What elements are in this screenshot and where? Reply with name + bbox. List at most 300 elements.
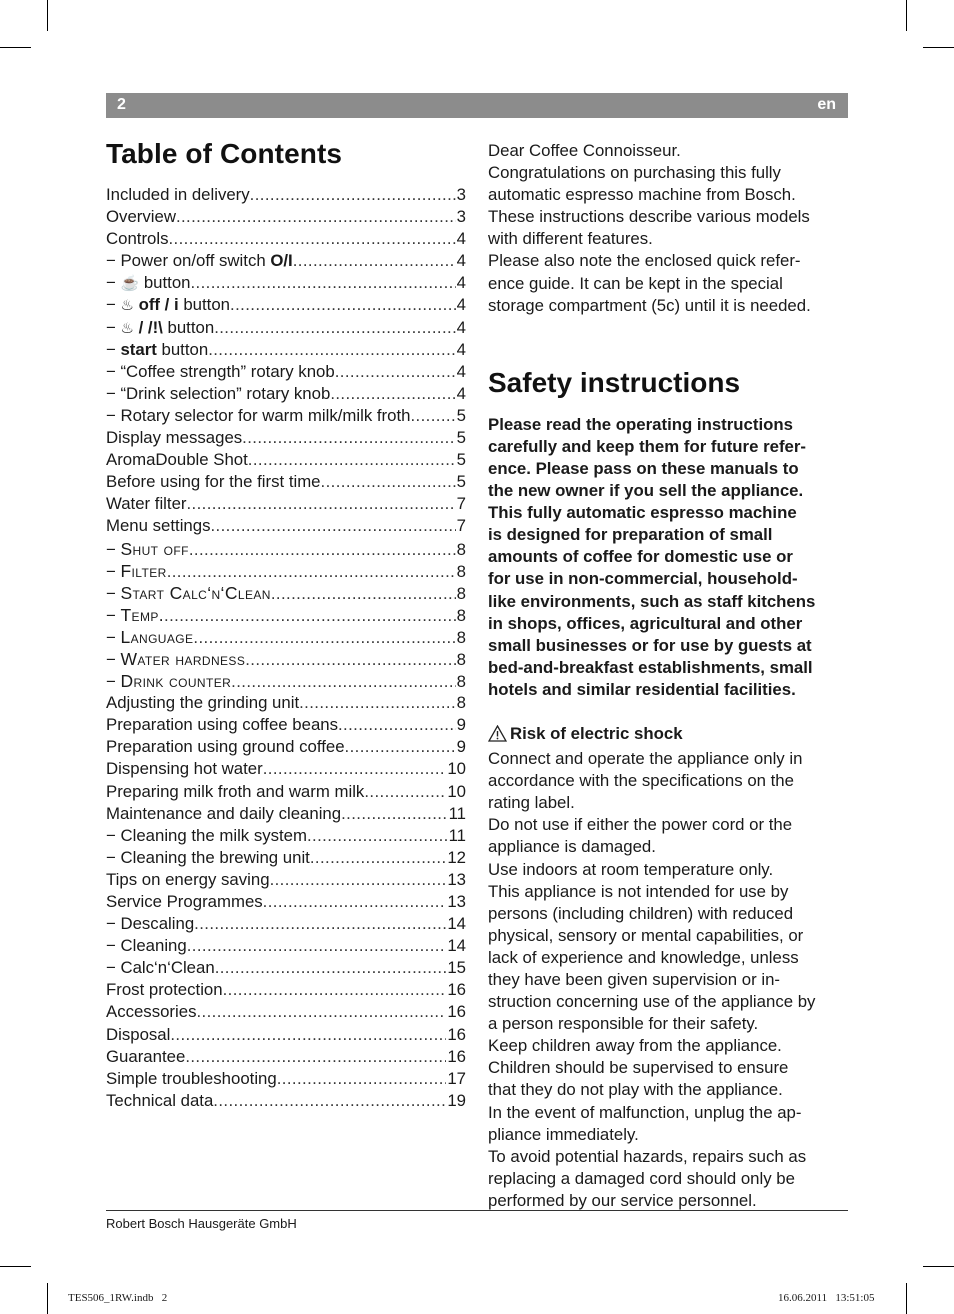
toc-entry <box>106 317 466 339</box>
toc-text: Tips on energy saving <box>106 869 270 889</box>
toc-bold-term: off / i <box>138 295 179 315</box>
toc-leader <box>213 1090 446 1112</box>
safety-body-line: Connect and operate the appliance only in <box>488 749 803 769</box>
toc-entry-title <box>106 272 191 295</box>
toc-page-number: 15 <box>447 958 466 978</box>
safety-body-line: To avoid potential hazards, repairs such as <box>488 1146 807 1166</box>
toc-text: Service Programmes <box>106 892 263 911</box>
button-symbol-icon: ♨ <box>120 319 134 337</box>
toc-entry <box>106 1001 466 1023</box>
crop-mark <box>906 1283 907 1314</box>
toc-entry <box>106 228 466 250</box>
toc-entry <box>106 515 466 537</box>
toc-entry-title <box>106 294 230 317</box>
toc-page-number: 14 <box>447 936 466 956</box>
toc-entry <box>106 493 466 515</box>
toc-page-number: 16 <box>447 1024 466 1044</box>
toc-leader <box>176 206 456 228</box>
toc-menu-term: Drink counter <box>120 671 232 692</box>
toc-entry-title <box>106 471 321 493</box>
toc-text: Water filter <box>106 494 187 514</box>
toc-leader <box>307 825 448 847</box>
toc-entry <box>106 294 466 316</box>
toc-text: Adjusting the grinding unit <box>106 693 300 713</box>
toc-page-number: 10 <box>447 759 466 779</box>
warning-heading <box>488 723 850 748</box>
toc-text: button <box>143 273 191 293</box>
toc-dash: − <box>106 273 121 293</box>
toc-entry-title <box>106 758 263 780</box>
safety-body-line: In the event of malfunction, unplug the ap- <box>488 1102 802 1122</box>
toc-leader <box>364 781 446 803</box>
safety-body-line: appliance is damaged. <box>488 837 656 857</box>
toc-dash: − <box>106 583 121 603</box>
toc-leader <box>193 627 455 649</box>
toc-page-number: 19 <box>447 1090 466 1110</box>
toc-text: Preparation using coffee beans <box>106 715 338 735</box>
intro-line: automatic espresso machine from Bosch. <box>488 185 796 205</box>
crop-mark <box>0 47 31 48</box>
toc-entry <box>106 471 466 493</box>
crop-mark <box>0 1266 31 1267</box>
toc-entry-title <box>106 670 231 693</box>
toc-text: Preparing milk froth and warm milk <box>106 781 365 801</box>
toc-text: Maintenance and daily cleaning <box>106 803 342 823</box>
toc-leader <box>299 692 456 714</box>
toc-text: Included in delivery <box>106 185 250 204</box>
header-bar <box>106 93 848 118</box>
toc-entry <box>106 405 466 427</box>
safety-body-line: accordance with the specifications on the <box>488 771 794 791</box>
toc-leader <box>263 758 447 780</box>
toc-page-number: 8 <box>456 672 466 692</box>
safety-bold-line: in shops, offices, agricultural and other <box>488 613 803 633</box>
safety-bold-line: amounts of coffee for domestic use or <box>488 547 793 567</box>
safety-body-line: that they do not play with the appliance. <box>488 1080 783 1100</box>
safety-body-line: physical, sensory or mental capabilities, or <box>488 925 804 945</box>
toc-leader <box>187 493 456 515</box>
toc-entry-title <box>106 560 167 583</box>
toc-page-number: 4 <box>456 251 466 271</box>
toc-entry-title <box>106 538 189 561</box>
toc-entry-title <box>106 405 410 427</box>
toc-leader <box>187 935 447 957</box>
toc-entry <box>106 383 466 405</box>
toc-entry-title <box>106 692 299 714</box>
toc-entry-title <box>106 736 345 758</box>
language-code: en <box>817 96 836 113</box>
toc-text: Dispensing hot water <box>106 759 263 779</box>
toc-text: Cleaning the brewing unit <box>120 847 310 867</box>
toc-entry <box>106 272 466 294</box>
toc-entry-title <box>106 1090 213 1112</box>
button-symbol-icon: ☕ <box>120 275 140 293</box>
toc-entry-title <box>106 515 210 537</box>
toc-entry-title <box>106 1046 185 1068</box>
toc-bold-term: / /!\ <box>138 317 163 337</box>
safety-body-line: Keep children away from the appliance. <box>488 1036 782 1056</box>
toc-leader <box>194 913 446 935</box>
toc-menu-term: Water hardness <box>120 648 246 669</box>
intro-line: Congratulations on purchasing this fully <box>488 163 781 183</box>
toc-entry <box>106 736 466 758</box>
right-column <box>488 140 850 1212</box>
toc-text: button <box>161 339 209 359</box>
toc-dash: − <box>106 936 121 956</box>
toc-page-number: 16 <box>447 1002 466 1022</box>
toc-entry-title <box>106 449 248 471</box>
toc-dash: − <box>106 605 121 625</box>
toc-page-number: 5 <box>456 428 466 448</box>
safety-body-line: pliance immediately. <box>488 1124 639 1144</box>
toc-page-number: 4 <box>456 339 466 359</box>
toc-leader <box>185 1046 446 1068</box>
toc-page-number: 8 <box>456 583 466 603</box>
toc-entry-title <box>106 626 193 649</box>
toc-leader <box>208 339 455 361</box>
toc-text: Before using for the first time <box>106 472 321 492</box>
toc-dash: − <box>106 251 121 271</box>
toc-entry-title <box>106 825 307 847</box>
safety-body-line: rating label. <box>488 793 575 813</box>
toc-entry <box>106 847 466 869</box>
toc-page-number: 11 <box>448 803 466 823</box>
toc-leader <box>341 803 447 825</box>
toc-dash: − <box>106 405 121 425</box>
toc-text: Frost protection <box>106 980 223 1000</box>
safety-bold-line: is designed for preparation of small <box>488 525 773 545</box>
toc-entry-title <box>106 913 194 935</box>
toc-leader <box>223 979 447 1001</box>
toc-page-number: 13 <box>447 892 466 911</box>
toc-page-number: 9 <box>456 737 466 757</box>
toc-menu-term: Language <box>120 626 194 647</box>
safety-body-line: lack of experience and knowledge, unless <box>488 947 799 967</box>
toc-entry-title <box>106 228 169 250</box>
toc-leader <box>271 583 456 605</box>
safety-bold-line: This fully automatic espresso machine <box>488 503 797 523</box>
toc-leader <box>248 449 456 471</box>
toc-text: Display messages <box>106 428 243 448</box>
toc-entry-title <box>106 869 270 891</box>
toc-entry-title <box>106 383 330 405</box>
toc-page-number: 7 <box>456 516 466 536</box>
safety-bold-line: the new owner if you sell the appliance. <box>488 481 804 501</box>
toc-dash: − <box>106 539 121 559</box>
toc-entry <box>106 869 466 891</box>
toc-column <box>106 138 466 1112</box>
toc-page-number: 8 <box>456 605 466 625</box>
toc-entry-title <box>106 714 338 736</box>
toc-entry <box>106 361 466 383</box>
toc-leader <box>330 383 455 405</box>
intro-text <box>488 140 850 317</box>
safety-body-line: they have been given supervision or in- <box>488 970 780 989</box>
crop-mark <box>47 0 48 31</box>
toc-dash: − <box>106 339 121 359</box>
toc-entry <box>106 582 466 604</box>
crop-mark <box>47 1283 48 1314</box>
intro-line: These instructions describe various models <box>488 207 810 227</box>
safety-bold-line: bed-and-breakfast establishments, small <box>488 657 813 677</box>
safety-body-line: This appliance is not intended for use by <box>488 881 789 901</box>
toc-entry <box>106 714 466 736</box>
toc-text: “Coffee strength” rotary knob <box>120 361 335 381</box>
toc-leader <box>293 250 456 272</box>
toc-entry-title <box>106 957 215 979</box>
toc-entry <box>106 803 466 825</box>
toc-entry-title <box>106 979 223 1001</box>
toc-leader <box>169 228 456 250</box>
toc-text: Controls <box>106 229 169 249</box>
toc-dash: − <box>106 649 121 669</box>
toc-leader <box>321 471 456 493</box>
toc-page-number: 3 <box>456 185 466 204</box>
safety-body-line: struction concerning use of the appliance by <box>488 992 816 1012</box>
toc-leader <box>196 1001 446 1023</box>
toc-text: Disposal <box>106 1024 171 1044</box>
toc-text: Technical data <box>106 1090 214 1110</box>
toc-text: button <box>183 295 231 315</box>
toc-dash: − <box>106 361 121 381</box>
toc-page-number: 9 <box>456 715 466 735</box>
safety-body-line: a person responsible for their safety. <box>488 1014 759 1034</box>
toc-entry <box>106 1090 466 1112</box>
toc-menu-term: Temp. <box>120 604 165 625</box>
toc-entry <box>106 913 466 935</box>
toc-page-number: 8 <box>456 561 466 581</box>
toc-page-number: 14 <box>447 914 466 934</box>
toc-text: Overview <box>106 207 176 227</box>
safety-title: Safety instructions <box>488 366 741 398</box>
intro-line: Please also note the enclosed quick refer- <box>488 251 801 271</box>
toc-entry <box>106 891 466 913</box>
toc-leader <box>164 605 456 627</box>
toc-entry <box>106 957 466 979</box>
toc-text: Accessories <box>106 1002 197 1022</box>
toc-text: Preparation using ground coffee <box>106 737 345 757</box>
toc-entry-title <box>106 184 250 206</box>
toc-page-number: 5 <box>456 450 466 470</box>
toc-leader <box>210 515 455 537</box>
warning-triangle-icon <box>488 725 510 748</box>
toc-entry-title <box>106 1024 170 1046</box>
toc-entry <box>106 648 466 670</box>
toc-page-number: 8 <box>456 627 466 647</box>
toc-leader <box>270 869 447 891</box>
toc-text: Power on/off switch <box>120 251 266 271</box>
toc-dash: − <box>106 847 121 867</box>
toc-page-number: 5 <box>456 405 466 425</box>
toc-entry <box>106 670 466 692</box>
toc-leader <box>410 405 455 427</box>
safety-body-line: Use indoors at room temperature only. <box>488 859 774 879</box>
safety-bold-line: small businesses or for use by guests at <box>488 635 812 655</box>
toc-entry-title <box>106 339 208 361</box>
toc-page-number: 10 <box>447 781 466 801</box>
toc-entry <box>106 250 466 272</box>
toc-leader <box>335 361 456 383</box>
toc-entry <box>106 1068 466 1090</box>
toc-page-number: 4 <box>456 317 466 337</box>
toc-page-number: 16 <box>447 980 466 1000</box>
toc-entry-title <box>106 781 364 803</box>
toc-leader <box>214 317 455 339</box>
crop-mark <box>923 1266 954 1267</box>
toc-leader <box>263 891 447 913</box>
toc-entry <box>106 935 466 957</box>
toc-entry <box>106 825 466 847</box>
safety-bold-line: like environments, such as staff kitchens <box>488 591 816 611</box>
toc-text: Cleaning the milk system <box>120 825 307 845</box>
toc-page-number: 4 <box>456 273 466 293</box>
toc-dash: − <box>106 914 121 934</box>
toc-entry-title <box>106 847 310 869</box>
toc-page-number: 12 <box>447 847 466 867</box>
warning-title: Risk of electric shock <box>510 723 683 743</box>
toc-entry <box>106 692 466 714</box>
toc-leader <box>245 649 455 671</box>
toc-entry-title <box>106 582 271 605</box>
toc-entry-title <box>106 1068 277 1090</box>
safety-bold-line: hotels and similar residential facilities. <box>488 679 796 699</box>
toc-text: Guarantee <box>106 1046 186 1066</box>
safety-body-line: Children should be supervised to ensure <box>488 1058 789 1078</box>
toc-page-number: 11 <box>448 825 466 845</box>
toc-page-number: 7 <box>456 494 466 514</box>
toc-page-number: 3 <box>456 207 466 227</box>
toc-entry <box>106 339 466 361</box>
intro-line: with different features. <box>488 229 653 249</box>
toc-leader <box>170 1024 446 1046</box>
safety-body-line: Do not use if either the power cord or the <box>488 815 793 835</box>
toc-leader <box>345 736 456 758</box>
toc-entry-title <box>106 891 263 913</box>
intro-line: Dear Coffee Connoisseur. <box>488 141 681 160</box>
toc-page-number: 5 <box>456 472 466 492</box>
toc-entry <box>106 560 466 582</box>
toc-text: button <box>167 317 215 337</box>
toc-leader <box>250 184 456 206</box>
toc-entry <box>106 449 466 471</box>
toc-dash: − <box>106 627 121 647</box>
toc-entry-title <box>106 935 187 957</box>
intro-line: ence guide. It can be kept in the special <box>488 273 783 293</box>
toc-page-number: 13 <box>447 869 466 889</box>
toc-entry <box>106 206 466 228</box>
toc-page-number: 16 <box>447 1046 466 1066</box>
toc-page-number: 4 <box>456 295 466 315</box>
safety-body-line: replacing a damaged cord should only be <box>488 1168 795 1188</box>
toc-text: Rotary selector for warm milk/milk froth <box>120 405 411 425</box>
toc-entry-title <box>106 1001 196 1023</box>
page-number: 2 <box>117 96 126 113</box>
safety-bold-text <box>488 414 850 701</box>
toc-entry <box>106 758 466 780</box>
toc-text: AromaDouble Shot <box>106 450 248 470</box>
footer-company: Robert Bosch Hausgeräte GmbH <box>106 1216 297 1231</box>
toc-entry <box>106 427 466 449</box>
safety-body-text <box>488 748 850 1212</box>
toc-leader <box>242 427 455 449</box>
toc-bold-term: start <box>120 339 157 359</box>
toc-text: Simple troubleshooting <box>106 1068 277 1088</box>
footer-rule <box>106 1210 848 1211</box>
toc-entry <box>106 184 466 206</box>
toc-dash: − <box>106 295 121 315</box>
toc-leader <box>310 847 446 869</box>
toc-entry-title <box>106 493 187 515</box>
toc-leader <box>277 1068 447 1090</box>
toc-dash: − <box>106 561 121 581</box>
print-slug-file: TES506_1RW.indb 2 <box>68 1292 168 1304</box>
toc-menu-term: Start Calc‘n‘Clean <box>120 582 271 603</box>
toc-leader <box>191 272 456 294</box>
safety-body-line: persons (including children) with reduced <box>488 903 794 923</box>
toc-dash: − <box>106 958 121 978</box>
print-slug-date: 16.06.2011 13:51:05 <box>778 1292 875 1304</box>
safety-bold-line: ence. Please pass on these manuals to <box>488 458 799 478</box>
toc-page-number: 4 <box>456 361 466 381</box>
toc-leader <box>231 671 455 693</box>
toc-text: Menu settings <box>106 516 211 536</box>
safety-body-line: performed by our service personnel. <box>488 1190 757 1210</box>
toc-title: Table of Contents <box>106 138 343 169</box>
toc-dash: − <box>106 383 121 403</box>
toc-text: Descaling <box>120 914 195 934</box>
safety-bold-line: carefully and keep them for future refer- <box>488 436 806 456</box>
toc-entry-title <box>106 604 164 627</box>
toc-bold-term: O/I <box>270 251 293 271</box>
toc-entry <box>106 1046 466 1068</box>
toc-entry-title <box>106 361 335 383</box>
crop-mark <box>906 0 907 31</box>
crop-mark <box>923 47 954 48</box>
toc-entry <box>106 538 466 560</box>
toc-entry <box>106 604 466 626</box>
toc-page-number: 17 <box>447 1068 466 1088</box>
toc-entry-title <box>106 427 242 449</box>
safety-bold-line: for use in non-commercial, household- <box>488 569 798 589</box>
toc-entry <box>106 626 466 648</box>
toc-menu-term: Shut off <box>120 538 189 559</box>
toc-list <box>106 184 466 1112</box>
toc-entry-title <box>106 206 176 228</box>
toc-text: “Drink selection” rotary knob <box>120 383 331 403</box>
intro-line: storage compartment (5c) until it is needed. <box>488 295 811 315</box>
toc-entry-title <box>106 317 214 340</box>
toc-entry-title <box>106 250 293 272</box>
toc-dash: − <box>106 672 121 692</box>
toc-entry <box>106 781 466 803</box>
toc-leader <box>215 957 447 979</box>
toc-entry-title <box>106 648 245 671</box>
toc-text: Calc‘n‘Clean <box>120 958 215 978</box>
toc-leader <box>338 714 456 736</box>
toc-leader <box>230 294 456 316</box>
toc-entry <box>106 1024 466 1046</box>
toc-page-number: 4 <box>456 383 466 403</box>
toc-page-number: 4 <box>456 229 466 249</box>
toc-text: Cleaning <box>120 936 187 956</box>
toc-leader <box>167 561 456 583</box>
toc-dash: − <box>106 825 121 845</box>
toc-menu-term: Filter <box>120 560 167 581</box>
toc-dash: − <box>106 317 121 337</box>
toc-entry-title <box>106 803 341 825</box>
toc-page-number: 8 <box>456 539 466 559</box>
toc-page-number: 8 <box>456 649 466 669</box>
